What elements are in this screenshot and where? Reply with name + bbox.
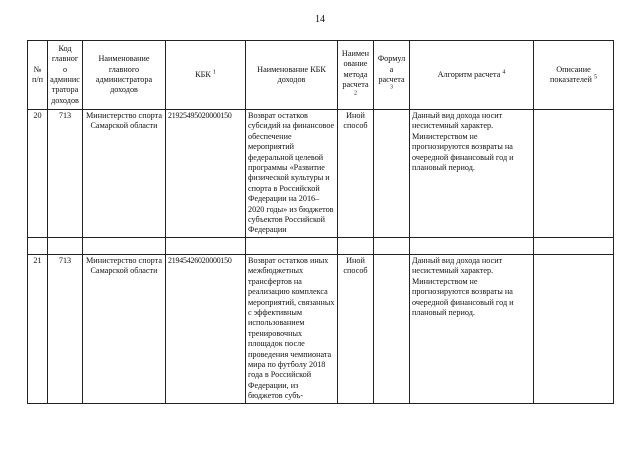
row-admin-code: 713 [48,110,83,238]
row-revenue-name: Возврат остатков субсидий на финансовое обеспечение мероприятий федеральной целевой программы «Развитие физической культуры и спорта в Российской Федерации на 2016–2020 годы» из бюджетов субъектов Российской Федерации [246,110,338,238]
row-formula [374,110,410,238]
header-num: № п/п [28,41,48,110]
header-admin-code: Код главного администратора доходов [48,41,83,110]
spacer-row [28,237,614,254]
row-algorithm [410,110,534,238]
row-admin-name: Министерство спорта Самарской области [83,110,166,238]
header-method-name [338,41,374,110]
header-description-footnote: 5 [593,74,597,81]
table-header-row [28,41,614,110]
header-method-label: Наименование метода расчета [341,48,370,90]
row-formula [374,254,410,403]
algorithm-line-2: Министерством не прогнозируются возвраты на очередной финансовый год и плановый период. [412,276,514,317]
header-admin-name: Наименование главного администратора доходов [83,41,166,110]
row-description [534,110,614,238]
algorithm-line-1: Данный вид дохода носит несистемный характер. [412,255,503,276]
row-kbk: 21925495020000150 [166,110,246,238]
header-method-footnote: 2 [354,89,357,96]
header-kbk-label: КБК [195,69,211,79]
header-kbk-footnote: 1 [212,69,216,76]
header-formula-footnote: 3 [390,84,393,91]
row-revenue-name: Возврат остатков иных межбюджетных трансфертов на реализацию комплекса мероприятий, связанных с эффективным использованием тренировочных площадок после проведения чемпионата мира по футболу 2018 года в Российской Федерации, из бюджетов субъ- [246,254,338,403]
row-num: 21 [28,254,48,403]
header-algorithm [410,41,534,110]
revenue-forecast-table [27,40,614,404]
row-algorithm [410,254,534,403]
row-num: 20 [28,110,48,238]
row-admin-code: 713 [48,254,83,403]
table-row [28,254,614,403]
header-algorithm-footnote: 4 [502,69,506,76]
page-number: 14 [315,14,325,25]
header-formula [374,41,410,110]
row-kbk: 21945426020000150 [166,254,246,403]
header-formula-label: Формула расчета [377,54,406,84]
row-description [534,254,614,403]
header-description [534,41,614,110]
header-algorithm-label: Алгоритм расчета [437,69,501,79]
table-row [28,110,614,238]
header-kbk [166,41,246,110]
algorithm-line-1: Данный вид дохода носит несистемный характер. [412,111,503,131]
algorithm-line-2: Министерством не прогнозируются возвраты на очередной финансовый год и плановый период. [412,131,514,173]
row-admin-name: Министерство спорта Самарской области [83,254,166,403]
header-description-label: Описание показателей [550,64,592,84]
header-revenue-name: Наименование КБК доходов [246,41,338,110]
row-method: Иной способ [338,254,374,403]
row-method: Иной способ [338,110,374,238]
